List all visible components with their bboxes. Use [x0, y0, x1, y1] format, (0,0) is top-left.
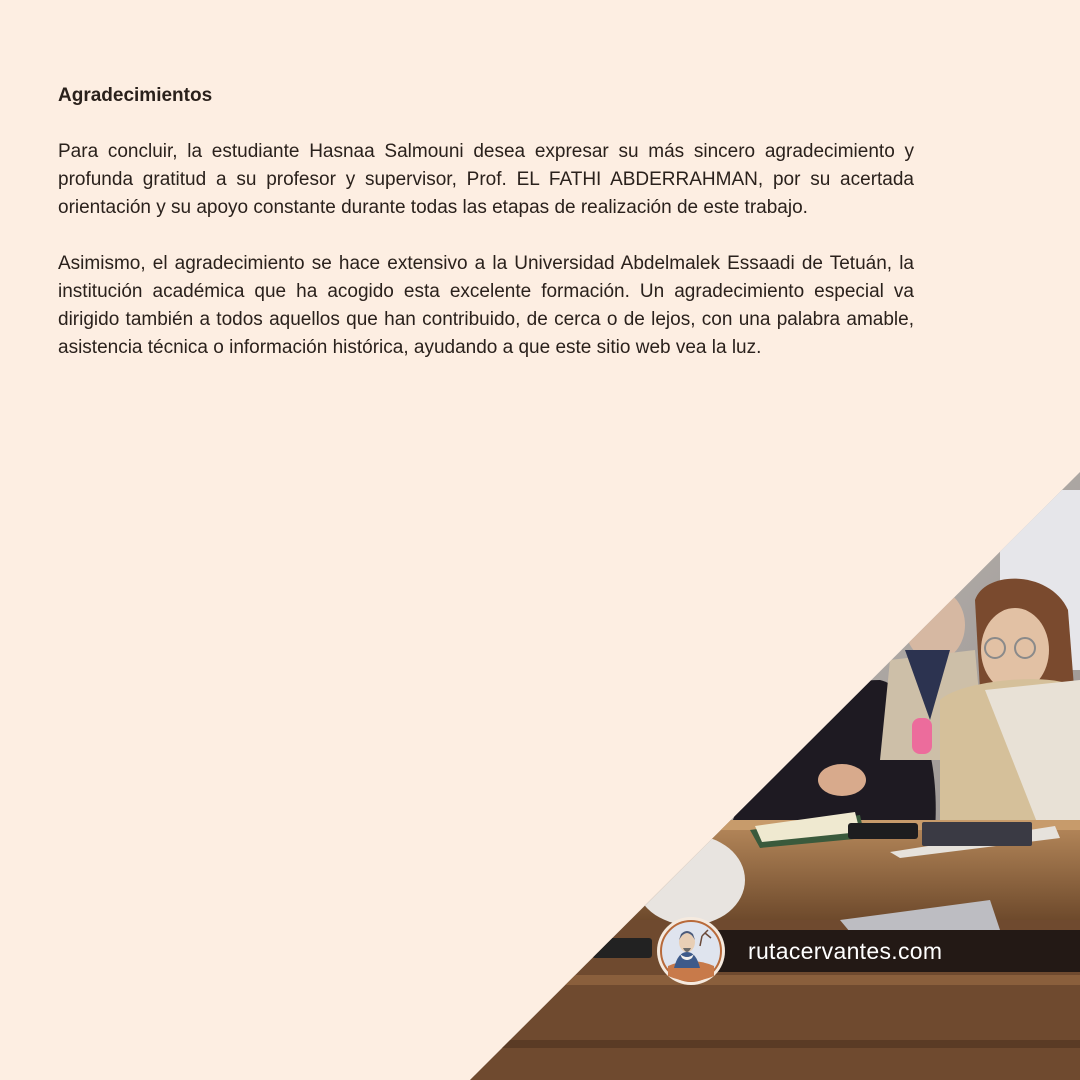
- site-url[interactable]: rutacervantes.com: [748, 938, 943, 964]
- paragraph-supervisor: Para concluir, la estudiante Hasnaa Salmouni desea expresar su más sincero agradecimiento y profunda gratitud a su profesor y supervisor, Prof. EL FATHI ABDERRAHMAN, por su acertada orientación y su apoyo constante durante todas las etapas de realización de este trabajo.: [58, 141, 914, 218]
- cervantes-portrait-icon: [656, 916, 726, 986]
- paragraph-university: Asimismo, el agradecimiento se hace extensivo a la Universidad Abdelmalek Essaadi de Tetuán, la institución académica que ha acogido esta excelente formación. Un agradecimiento especial va dirigido también a todos aquellos que han contribuido, de cerca o de lejos, con una palabra amable, asistencia técnica o información histórica, ayudando a que este sitio web vea la luz.: [58, 253, 914, 358]
- page-title: Agradecimientos: [58, 85, 213, 106]
